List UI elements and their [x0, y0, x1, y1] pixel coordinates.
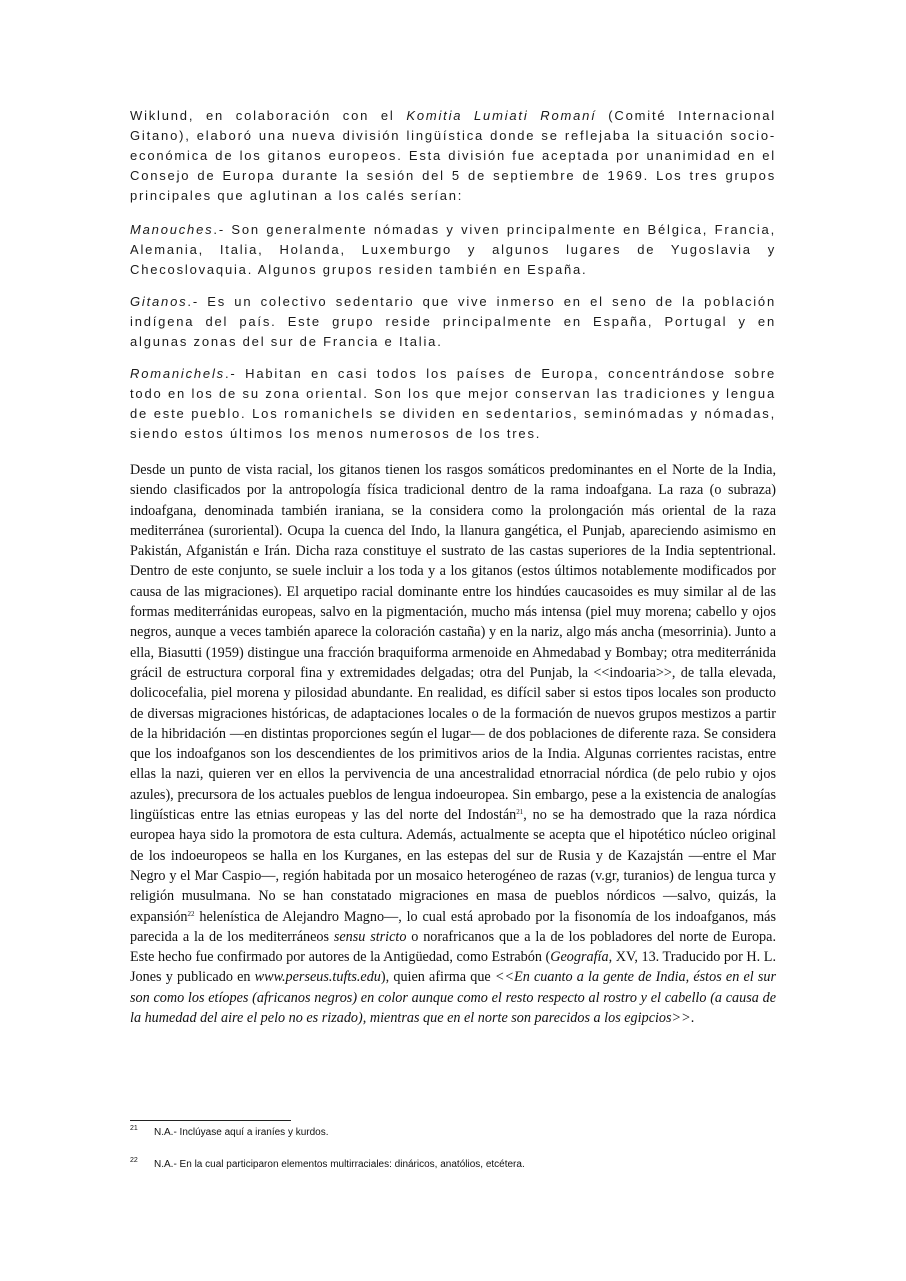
- citation-title: Geografía: [550, 949, 609, 966]
- intro-italic-term: Komitia Lumiati Romaní: [406, 108, 597, 123]
- group-paragraph-gitanos: [130, 292, 776, 352]
- citation-url: www.perseus.tufts.edu: [254, 969, 381, 986]
- quotation: <<En cuanto a la gente de India, éstos en el sur son como los etíopes (africanos negros) en color aunque como el resto respecto al rostro y el cabello (a causa de la humedad del aire el pelo no es rizado), mientras que en el norte son parecidos a los egipcios>>: [130, 969, 777, 1027]
- footnote-ref-21: 21: [516, 808, 524, 817]
- group-name: Manouches: [130, 222, 214, 237]
- group-name: Romanichels: [130, 366, 225, 381]
- footnote-separator: [130, 1120, 291, 1121]
- footnote-ref-22: 22: [187, 909, 195, 918]
- main-paragraph: Desde un punto de vista racial, los gitanos tienen los rasgos somáticos predominantes en el Norte de la India, siendo clasificados por la antropología física tradicional dentro de la rama indoafgana. La raza (o subraza) indoafgana, denominada también iraniana, se la considera como la prolongación más oriental de la raza mediterránea (suroriental). Ocupa la cuenca del Indo, la llanura gangética, el Punjab, apareciendo asimismo en Pakistán, Afganistán e Irán. Dicha raza constituye el sustrato de las castas superiores de la India septentrional. Dentro de este conjunto, se suele incluir a los toda y a los gitanos (estos últimos notablemente modificados por causa de las migraciones). El arquetipo racial dominante entre los hindúes caucasoides es muy similar al de las formas mediterránidas europeas, salvo en la pigmentación, mucho más intensa (piel muy morena; cabello y ojos negros, aunque a veces también aparece la coloración castaña) y en la nariz, algo más ancha (mesorrinia). Junto a ella, Biasutti (1959) distingue una fracción braquiforma armenoide en Ahmedabad y Bombay; otra mediterránida grácil de estructura corporal fina y extremidades delgadas; otra del Punjab, la <<indoaria>>, de talla elevada, dolicocefalia, piel morena y pilosidad abundante. En realidad, es difícil saber si estos tipos locales son producto de diversas migraciones históricas, de adaptaciones locales o de la formación de nuevos grupos mestizos a partir de la hibridación —en distintas proporciones según el lugar— de dos poblaciones de diferente raza. Se considera que los indoafganos son los descendientes de los primitivos arios de la India. Algunas corrientes racistas, entre ellas la nazi, quieren ver en ellos la pervivencia de una ancestralidad etnorracial nórdica (de pelo rubio y ojos azules), precursora de los actuales pueblos de lengua indoeuropea. Sin embargo, pese a la existencia de analogías lingüísticas entre las etnias europeas y las del norte del Indostán$^{21}$, no se ha demostrado que la raza nórdica europea haya sido la promotora de esta cultura. Además, actualmente se acepta que el hipotético núcleo original de los indoeuropeos se halla en los Kurganes, en las estepas del sur de Rusia y de Kazajstán —entre el Mar Negro y el Mar Caspio—, región habitada por un mosaico heterogéneo de razas (v.gr, turanios) de lengua turca y religión musulmana. No se han constatado migraciones en masa de pueblos nórdicos —salvo, quizás, la expansión$^{22}$ helenística de Alejandro Magno—, lo cual está aprobado por la fisonomía de los indoafganos, más parecida a la de los mediterráneos sensu stricto o norafricanos que a la de los pobladores del norte de Europa. Este hecho fue confirmado por autores de la Antigüedad, como Estrabón (Geografía, XV, 13. Traducido por H. L. Jones y publicado en www.perseus.tufts.edu), quien afirma que <<En cuanto a la gente de India, éstos en el sur son como los etíopes (africanos negros) en color aunque como el resto respecto al rostro y el cabello (a causa de la humedad del aire el pelo no es rizado), mientras que en el norte son parecidos a los egipcios>>.: [130, 462, 777, 1027]
- group-paragraph-manouches: [130, 220, 776, 280]
- footnote-text: N.A.- En la cual participaron elementos multirraciales: dináricos, anatólios, etcétera.: [154, 1159, 525, 1170]
- group-paragraph-romanichels: [130, 364, 776, 444]
- footnote-number: 21: [130, 1125, 138, 1132]
- footnote-number: 22: [130, 1157, 138, 1164]
- group-description: .- Es un colectivo sedentario que vive inmerso en el seno de la población indígena del país. Este grupo reside principalmente en España, Portugal y en algunas zonas del sur de Francia e Italia.: [130, 294, 776, 349]
- intro-text: Wiklund, en colaboración con el: [130, 108, 407, 123]
- page-body: [130, 106, 776, 1028]
- group-description: .- Habitan en casi todos los países de Europa, concentrándose sobre todo en los de su zona oriental. Son los que mejor conservan las tradiciones y lengua de este pueblo. Los romanichels se dividen en sedentarios, seminómadas y nómadas, siendo estos últimos los menos numerosos de los tres.: [130, 366, 776, 441]
- group-description: .- Son generalmente nómadas y viven principalmente en Bélgica, Francia, Alemania, Italia, Holanda, Luxemburgo y algunos lugares de Yugoslavia y Checoslovaquia. Algunos grupos residen también en España.: [130, 222, 776, 277]
- footnote-text: N.A.- Inclúyase aquí a iraníes y kurdos.: [154, 1127, 329, 1138]
- group-name: Gitanos: [130, 294, 188, 309]
- intro-paragraph: [130, 106, 776, 206]
- intro-text-cont: (Comité Internacional Gitano), elaboró una nueva división lingüística donde se reflejaba la situación socio-económica de los gitanos europeos. Esta división fue aceptada por unanimidad en el Consejo de Europa durante la sesión del 5 de septiembre de 1969. Los tres grupos principales que aglutinan a los calés serían:: [130, 108, 776, 203]
